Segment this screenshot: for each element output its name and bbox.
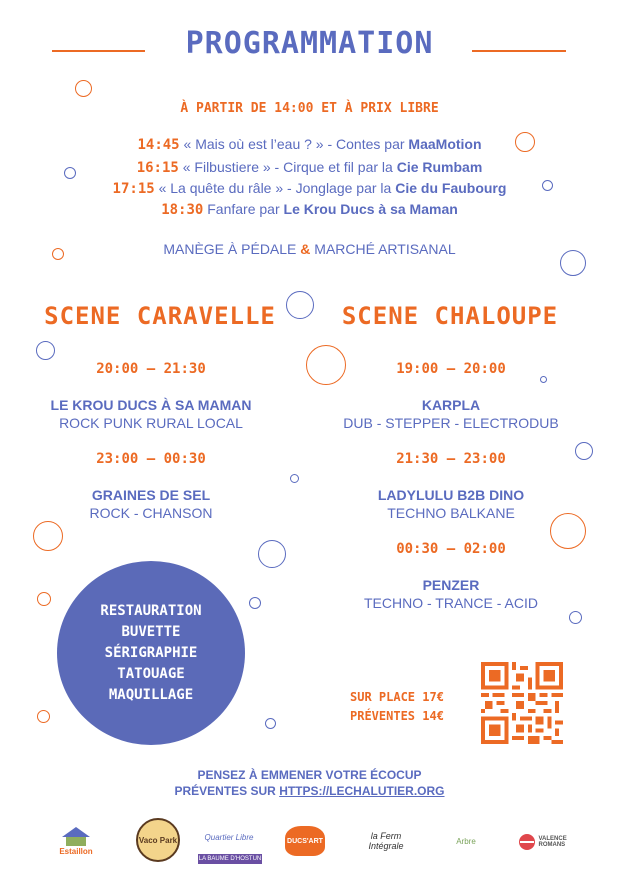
slot-artist: LE KROU DUCS À SA MAMAN xyxy=(50,397,252,413)
partner-logo-baume-hostun xyxy=(198,854,262,864)
program-by: Le Krou Ducs à sa Maman xyxy=(283,201,458,217)
service-item: SÉRIGRAPHIE xyxy=(104,644,198,661)
partner-logo-vaco-park xyxy=(136,818,180,862)
slot-time: 20:00 – 21:30 xyxy=(96,361,206,377)
slot-artist: LADYLULU B2B DINO xyxy=(377,487,525,503)
logo-text: DUCS'ART xyxy=(287,837,323,845)
program-text: « La quête du râle » - Jonglage par la xyxy=(158,180,396,196)
logo-text: Estaillon xyxy=(59,846,93,856)
logo-text: Vaco Park xyxy=(138,835,178,845)
partner-logo-valence-romans xyxy=(516,830,576,854)
partner-logo-estaillon xyxy=(50,820,102,860)
slot-genre: TECHNO - TRANCE - ACID xyxy=(364,595,538,611)
page-subtitle: À PARTIR DE 14:00 ET À PRIX LIBRE xyxy=(180,101,439,116)
program-by: Cie du Faubourg xyxy=(395,180,507,196)
program-line xyxy=(0,201,619,218)
valence-romans-icon xyxy=(518,833,536,851)
program-line xyxy=(0,159,619,176)
slot-genre: TECHNO BALKANE xyxy=(387,505,515,521)
logo-text: Arbre xyxy=(456,836,476,846)
slot-genre: ROCK PUNK RURAL LOCAL xyxy=(59,415,243,431)
program-time: 17:15 xyxy=(112,181,155,197)
program-text: Fanfare par xyxy=(207,201,284,217)
slot-time: 21:30 – 23:00 xyxy=(396,451,506,467)
partner-logo-ducsart xyxy=(285,826,325,856)
program-time: 18:30 xyxy=(161,202,204,218)
partner-logo-ferme-integrale xyxy=(360,826,412,856)
stage-title-chaloupe: SCENE CHALOUPE xyxy=(341,302,559,330)
extras-left: MANÈGE À PÉDALE xyxy=(163,241,297,257)
program-time: 16:15 xyxy=(136,160,179,176)
house-icon xyxy=(56,825,96,847)
extras-line xyxy=(0,241,619,257)
program-by: MaaMotion xyxy=(408,136,482,152)
logo-text: LA BAUME D'HOSTUN xyxy=(198,856,262,862)
service-item: MAQUILLAGE xyxy=(108,686,194,703)
footer-line-2 xyxy=(0,784,619,798)
price-on-site: SUR PLACE 17€ xyxy=(350,690,444,704)
slot-time: 23:00 – 00:30 xyxy=(96,451,206,467)
qr-code-icon[interactable] xyxy=(481,662,563,744)
slot-time: 00:30 – 02:00 xyxy=(396,541,506,557)
footer-line-1: PENSEZ À EMMENER VOTRE ÉCOCUP xyxy=(197,768,422,782)
program-time: 14:45 xyxy=(137,137,180,153)
program-line xyxy=(0,180,619,197)
extras-amp: & xyxy=(300,241,311,257)
logo-text: la Ferm Intégrale xyxy=(368,831,404,851)
program-text: « Filbustiere » - Cirque et fil par la xyxy=(182,159,397,175)
partner-logo-arbre xyxy=(443,828,489,854)
slot-genre: DUB - STEPPER - ELECTRODUB xyxy=(343,415,559,431)
service-item: TATOUAGE xyxy=(117,665,185,682)
service-item: BUVETTE xyxy=(121,623,181,640)
slot-artist: GRAINES DE SEL xyxy=(91,487,211,503)
program-text: « Mais où est l’eau ? » - Contes par xyxy=(183,136,409,152)
caravelle-column xyxy=(20,361,282,521)
slot-artist: PENZER xyxy=(422,577,480,593)
slot-artist: KARPLA xyxy=(421,397,481,413)
slot-time: 19:00 – 20:00 xyxy=(396,361,506,377)
program-line xyxy=(0,136,619,153)
program-by: Cie Rumbam xyxy=(396,159,483,175)
service-item: RESTAURATION xyxy=(100,602,202,619)
page-title: PROGRAMMATION xyxy=(185,26,434,61)
partner-logo-quartier-libre xyxy=(204,822,254,852)
price-presale: PRÉVENTES 14€ xyxy=(350,709,444,723)
chaloupe-column xyxy=(320,361,582,611)
logo-text: VALENCE ROMANS xyxy=(538,836,567,848)
stage-title-caravelle: SCENE CARAVELLE xyxy=(44,302,276,330)
website-link[interactable]: HTTPS://LECHALUTIER.ORG xyxy=(279,784,445,798)
footer-presale-text: PRÉVENTES SUR xyxy=(174,784,280,798)
logo-text: Quartier Libre xyxy=(204,832,254,842)
extras-right: MARCHÉ ARTISANAL xyxy=(314,241,456,257)
services-circle xyxy=(57,561,245,745)
slot-genre: ROCK - CHANSON xyxy=(89,505,213,521)
